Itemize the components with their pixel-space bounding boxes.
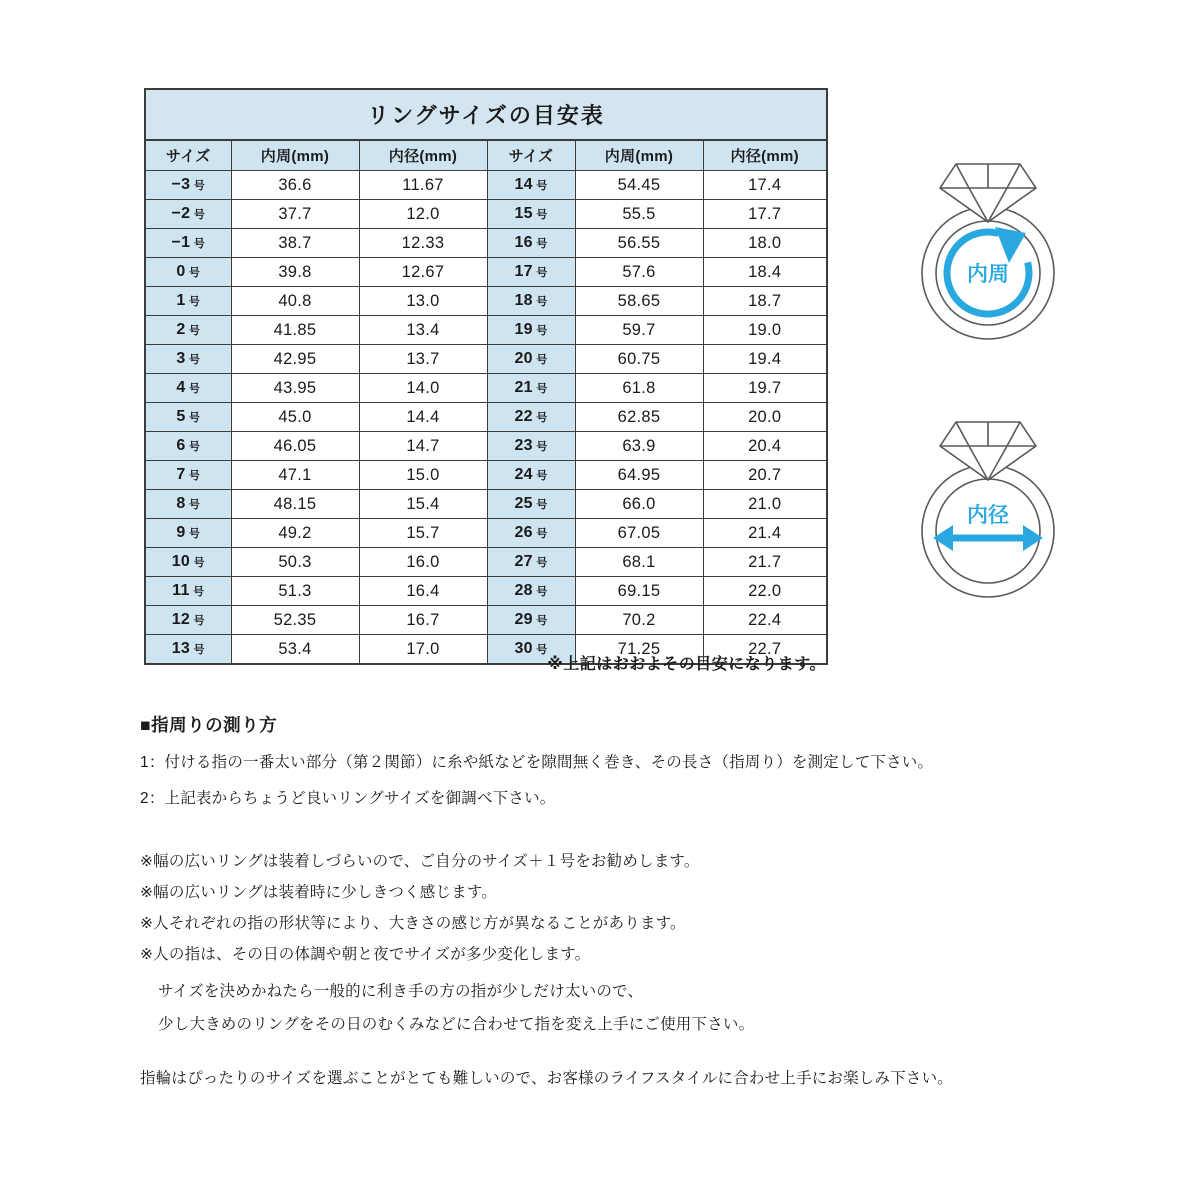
value-cell: 39.8 — [231, 258, 359, 287]
value-cell: 22.7 — [703, 635, 827, 665]
size-cell: 6 号 — [145, 432, 231, 461]
value-cell: 59.7 — [575, 316, 703, 345]
value-cell: 19.0 — [703, 316, 827, 345]
size-cell: 4 号 — [145, 374, 231, 403]
value-cell: 67.05 — [575, 519, 703, 548]
value-cell: 37.7 — [231, 200, 359, 229]
value-cell: 41.85 — [231, 316, 359, 345]
value-cell: 69.15 — [575, 577, 703, 606]
value-cell: 55.5 — [575, 200, 703, 229]
value-cell: 12.67 — [359, 258, 487, 287]
value-cell: 14.4 — [359, 403, 487, 432]
table-row — [145, 403, 827, 432]
value-cell: 22.4 — [703, 606, 827, 635]
value-cell: 11.67 — [359, 171, 487, 200]
value-cell: 17.4 — [703, 171, 827, 200]
value-cell: 58.65 — [575, 287, 703, 316]
ring-inner-circumference-diagram — [899, 160, 1077, 348]
value-cell: 52.35 — [231, 606, 359, 635]
advice-line: サイズを決めかねたら一般的に利き手の方の指が少しだけ太いので、 — [158, 983, 644, 1000]
value-cell: 13.4 — [359, 316, 487, 345]
value-cell: 17.7 — [703, 200, 827, 229]
size-cell: 27 号 — [487, 548, 575, 577]
value-cell: 20.0 — [703, 403, 827, 432]
size-cell: 15 号 — [487, 200, 575, 229]
ring-inner-diameter-diagram — [899, 418, 1077, 606]
value-cell: 38.7 — [231, 229, 359, 258]
size-cell: 0 号 — [145, 258, 231, 287]
size-cell: 10 号 — [145, 548, 231, 577]
diamond-icon — [940, 422, 1036, 480]
header-circumference-2: 内周(mm) — [575, 140, 703, 171]
value-cell: 16.4 — [359, 577, 487, 606]
table-title: リングサイズの目安表 — [145, 89, 827, 140]
size-cell: 11 号 — [145, 577, 231, 606]
size-cell: 3 号 — [145, 345, 231, 374]
value-cell: 21.7 — [703, 548, 827, 577]
value-cell: 19.4 — [703, 345, 827, 374]
value-cell: 18.0 — [703, 229, 827, 258]
value-cell: 50.3 — [231, 548, 359, 577]
table-row — [145, 548, 827, 577]
size-cell: 8 号 — [145, 490, 231, 519]
value-cell: 49.2 — [231, 519, 359, 548]
value-cell: 57.6 — [575, 258, 703, 287]
size-cell: −2 号 — [145, 200, 231, 229]
value-cell: 45.0 — [231, 403, 359, 432]
table-row — [145, 490, 827, 519]
header-size-2: サイズ — [487, 140, 575, 171]
value-cell: 13.0 — [359, 287, 487, 316]
size-cell: −3 号 — [145, 171, 231, 200]
header-size-1: サイズ — [145, 140, 231, 171]
remark-line: ※幅の広いリングは装着時に少しきつく感じます。 — [140, 884, 498, 901]
value-cell: 43.95 — [231, 374, 359, 403]
value-cell: 46.05 — [231, 432, 359, 461]
size-cell: 1 号 — [145, 287, 231, 316]
value-cell: 18.7 — [703, 287, 827, 316]
value-cell: 19.7 — [703, 374, 827, 403]
table-row — [145, 577, 827, 606]
value-cell: 54.45 — [575, 171, 703, 200]
table-row — [145, 432, 827, 461]
remark-line: ※人の指は、その日の体調や朝と夜でサイズが多少変化します。 — [140, 946, 591, 963]
size-cell: 23 号 — [487, 432, 575, 461]
value-cell: 12.0 — [359, 200, 487, 229]
header-diameter-2: 内径(mm) — [703, 140, 827, 171]
value-cell: 51.3 — [231, 577, 359, 606]
size-cell: 28 号 — [487, 577, 575, 606]
value-cell: 14.0 — [359, 374, 487, 403]
table-header-row — [145, 140, 827, 171]
table-row — [145, 200, 827, 229]
value-cell: 61.8 — [575, 374, 703, 403]
ring-size-table — [144, 88, 828, 665]
howto-step-1: 1：付ける指の一番太い部分（第２関節）に糸や紙などを隙間無く巻き、その長さ（指周り）を測定して下さい。 — [140, 754, 934, 771]
value-cell: 40.8 — [231, 287, 359, 316]
size-cell: 9 号 — [145, 519, 231, 548]
table-row — [145, 171, 827, 200]
value-cell: 71.25 — [575, 635, 703, 665]
advice-line: 少し大きめのリングをその日のむくみなどに合わせて指を変え上手にご使用下さい。 — [158, 1016, 755, 1033]
size-cell: −1 号 — [145, 229, 231, 258]
size-cell: 5 号 — [145, 403, 231, 432]
value-cell: 62.85 — [575, 403, 703, 432]
value-cell: 15.0 — [359, 461, 487, 490]
table-row — [145, 606, 827, 635]
header-diameter-1: 内径(mm) — [359, 140, 487, 171]
value-cell: 12.33 — [359, 229, 487, 258]
value-cell: 16.7 — [359, 606, 487, 635]
howto-heading: ■指周りの測り方 — [140, 715, 278, 735]
remark-line: ※人それぞれの指の形状等により、大きさの感じ方が異なることがあります。 — [140, 915, 686, 932]
remark-line: ※幅の広いリングは装着しづらいので、ご自分のサイズ＋１号をお勧めします。 — [140, 853, 700, 870]
table-row — [145, 229, 827, 258]
value-cell: 48.15 — [231, 490, 359, 519]
table-row — [145, 461, 827, 490]
size-cell: 16 号 — [487, 229, 575, 258]
size-cell: 22 号 — [487, 403, 575, 432]
size-cell: 13 号 — [145, 635, 231, 665]
value-cell: 21.4 — [703, 519, 827, 548]
footer-note: 指輪はぴったりのサイズを選ぶことがとても難しいので、お客様のライフスタイルに合わせ上手にお楽しみ下さい。 — [140, 1070, 953, 1087]
value-cell: 64.95 — [575, 461, 703, 490]
value-cell: 20.4 — [703, 432, 827, 461]
value-cell: 13.7 — [359, 345, 487, 374]
header-circumference-1: 内周(mm) — [231, 140, 359, 171]
howto-step-2: 2：上記表からちょうど良いリングサイズを御調べ下さい。 — [140, 790, 556, 807]
size-cell: 26 号 — [487, 519, 575, 548]
size-cell: 12 号 — [145, 606, 231, 635]
advice-block — [158, 975, 754, 1041]
size-cell: 25 号 — [487, 490, 575, 519]
value-cell: 17.0 — [359, 635, 487, 665]
table-row — [145, 258, 827, 287]
value-cell: 60.75 — [575, 345, 703, 374]
table-title-row — [145, 89, 827, 140]
value-cell: 15.4 — [359, 490, 487, 519]
size-cell: 19 号 — [487, 316, 575, 345]
value-cell: 18.4 — [703, 258, 827, 287]
diameter-label: 内径 — [967, 504, 1009, 527]
value-cell: 53.4 — [231, 635, 359, 665]
circumference-label: 内周 — [967, 263, 1009, 286]
value-cell: 66.0 — [575, 490, 703, 519]
value-cell: 16.0 — [359, 548, 487, 577]
value-cell: 70.2 — [575, 606, 703, 635]
value-cell: 20.7 — [703, 461, 827, 490]
size-cell: 7 号 — [145, 461, 231, 490]
table-row — [145, 374, 827, 403]
value-cell: 47.1 — [231, 461, 359, 490]
table-note: ※上記はおおよその目安になります。 — [547, 656, 826, 673]
value-cell: 56.55 — [575, 229, 703, 258]
size-cell: 24 号 — [487, 461, 575, 490]
value-cell: 14.7 — [359, 432, 487, 461]
size-cell: 29 号 — [487, 606, 575, 635]
value-cell: 63.9 — [575, 432, 703, 461]
value-cell: 21.0 — [703, 490, 827, 519]
size-cell: 21 号 — [487, 374, 575, 403]
remarks-block — [140, 846, 700, 970]
diamond-icon — [940, 164, 1036, 222]
value-cell: 42.95 — [231, 345, 359, 374]
value-cell: 36.6 — [231, 171, 359, 200]
size-cell: 30 号 — [487, 635, 575, 665]
size-cell: 18 号 — [487, 287, 575, 316]
value-cell: 22.0 — [703, 577, 827, 606]
value-cell: 68.1 — [575, 548, 703, 577]
size-cell: 20 号 — [487, 345, 575, 374]
value-cell: 15.7 — [359, 519, 487, 548]
size-cell: 14 号 — [487, 171, 575, 200]
size-cell: 2 号 — [145, 316, 231, 345]
table-row — [145, 519, 827, 548]
table-row — [145, 345, 827, 374]
table-row — [145, 287, 827, 316]
table-row — [145, 316, 827, 345]
size-cell: 17 号 — [487, 258, 575, 287]
